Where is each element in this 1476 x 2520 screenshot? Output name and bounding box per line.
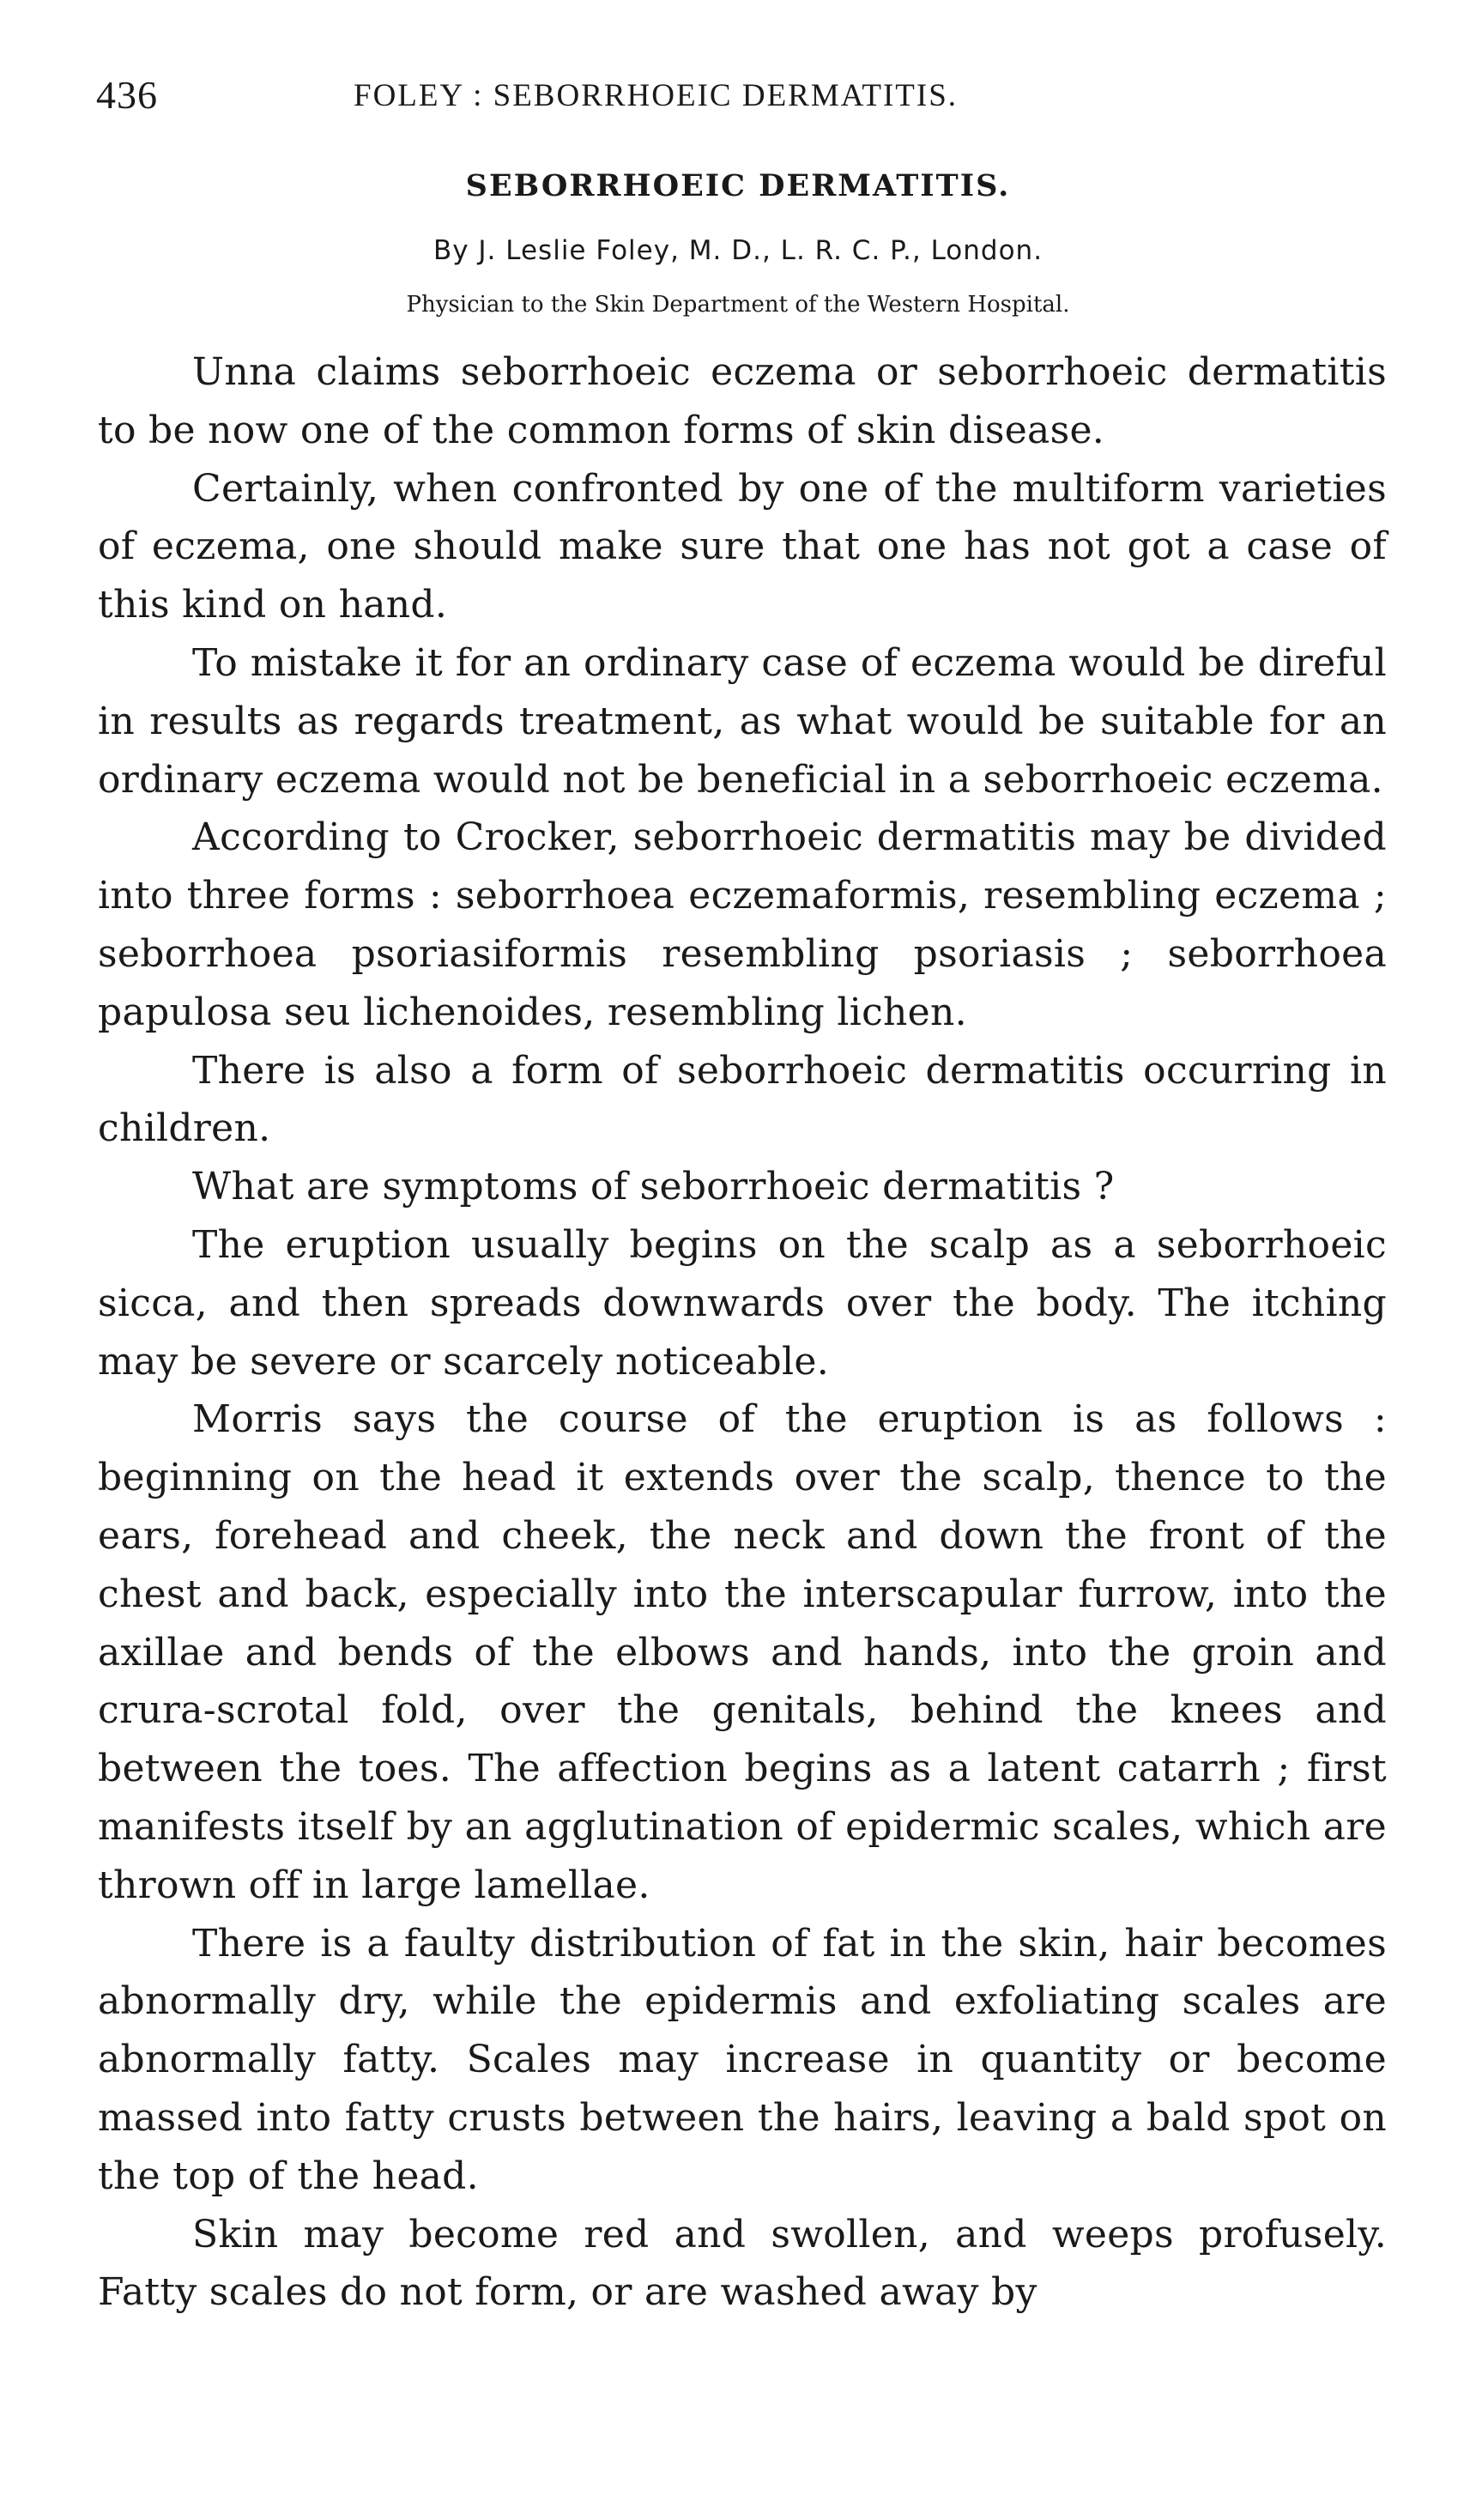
- running-head: [96, 72, 1383, 124]
- paragraph: The eruption usually begins on the scalp as a seborrhoeic sicca, and then spreads downwards over the body. The itching may be severe or scarcely noticeable.: [98, 1222, 1387, 1384]
- article-body: [98, 343, 1387, 2322]
- page-number: 436: [96, 73, 158, 117]
- paragraph: Skin may become red and swollen, and weeps profusely. Fatty scales do not form, or are washed away by: [98, 2212, 1387, 2315]
- author-byline: By J. Leslie Foley, M. D., L. R. C. P., London.: [433, 235, 1043, 266]
- paragraph: To mistake it for an ordinary case of eczema would be direful in results as regards treatment, as what would be suitable for an ordinary eczema would not be beneficial in a seborrhoeic eczema.: [98, 640, 1387, 802]
- paragraph: Certainly, when confronted by one of the multiform varieties of eczema, one should make sure that one has not got a case of this kind on hand.: [98, 466, 1387, 627]
- running-title: FOLEY : SEBORRHOEIC DERMATITIS.: [354, 78, 959, 113]
- paragraph: There is a faulty distribution of fat in the skin, hair becomes abnormally dry, while the epidermis and exfoliating scales are abnormally fatty. Scales may increase in quantity or become massed into fatty crusts between the hairs, leaving a bald spot on the top of the head.: [98, 1921, 1387, 2198]
- article-title: SEBORRHOEIC DERMATITIS.: [465, 168, 1011, 203]
- paragraph: Unna claims seborrhoeic eczema or seborrhoeic dermatitis to be now one of the common forms of skin disease.: [98, 350, 1387, 452]
- paragraph: According to Crocker, seborrhoeic dermatitis may be divided into three forms : seborrhoea eczemaformis, resembling eczema ; seborrhoea psoriasiformis resembling psoriasis ; seborrhoea papulosa seu lichenoides, resembling lichen.: [98, 815, 1387, 1034]
- author-affiliation: Physician to the Skin Department of the Western Hospital.: [406, 292, 1070, 318]
- paragraph: Morris says the course of the eruption is as follows : beginning on the head it extends over the scalp, thence to the ears, forehead and cheek, the neck and down the front of the chest and back, especially into the interscapular furrow, into the axillae and bends of the elbows and hands, into the groin and crura-scrotal fold, over the genitals, behind the knees and between the toes. The affection begins as a latent catarrh ; first manifests itself by an agglutination of epidermic scales, which are thrown off in large lamellae.: [98, 1397, 1387, 1907]
- paragraph: What are symptoms of seborrhoeic dermatitis ?: [192, 1165, 1115, 1209]
- paragraph: There is also a form of seborrhoeic dermatitis occurring in children.: [98, 1048, 1387, 1151]
